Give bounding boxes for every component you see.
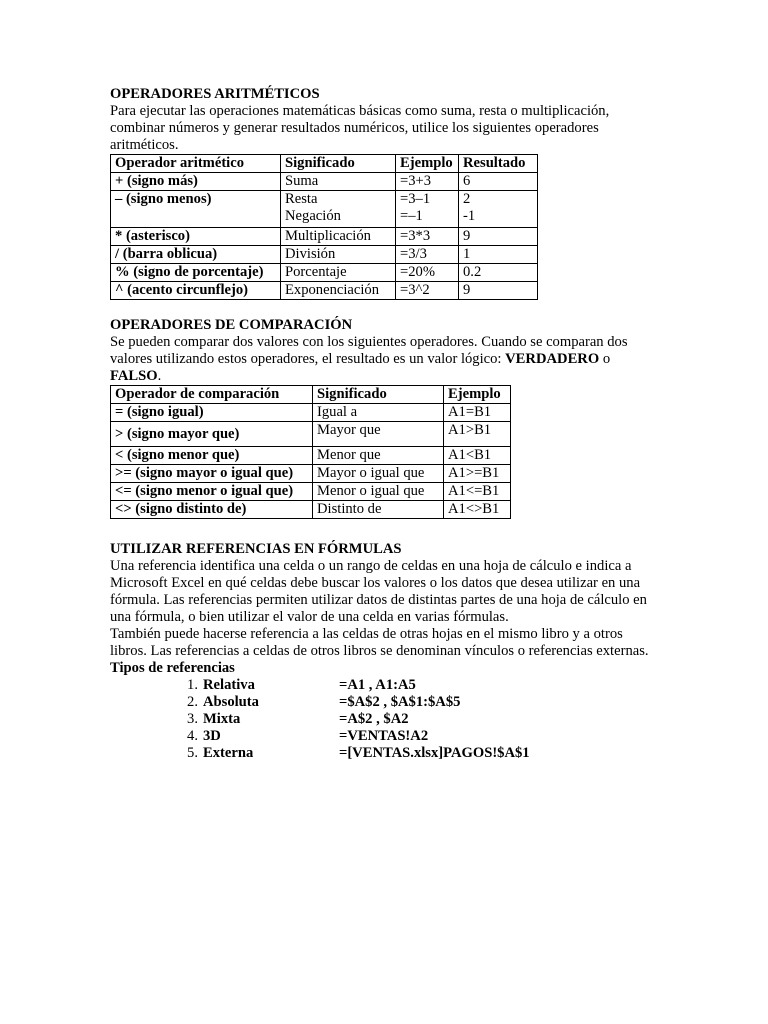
reference-types-title: Tipos de referencias: [110, 660, 235, 676]
item-example: =A1 , A1:A5: [339, 677, 416, 693]
item-name: Externa: [203, 745, 254, 761]
result-cell: 1: [459, 246, 538, 264]
meaning-cell: Menor que: [313, 447, 444, 465]
meaning-line: Resta: [285, 191, 318, 207]
operator-cell: / (barra oblicua): [111, 246, 281, 264]
item-number: 5.: [187, 745, 198, 761]
operator-cell: * (asterisco): [111, 228, 281, 246]
list-item: [110, 728, 670, 745]
example-cell: A1<=B1: [444, 483, 511, 501]
item-name: Absoluta: [203, 694, 259, 710]
example-cell: A1=B1: [444, 404, 511, 422]
meaning-cell: Menor o igual que: [313, 483, 444, 501]
result-cell: 6: [459, 173, 538, 191]
operator-cell: = (signo igual): [111, 404, 313, 422]
table-row: [111, 173, 538, 191]
item-name: Relativa: [203, 677, 255, 693]
table-row: [111, 447, 511, 465]
item-number: 1.: [187, 677, 198, 693]
table-row: [111, 465, 511, 483]
references-paragraph: Una referencia identifica una celda o un rango de celdas en una hoja de cálculo e indica a Microsoft Excel en qué celdas debe buscar los valores o los datos que desea utilizar en una fórmula. Las referencias permiten utilizar datos de distintas partes de una hoja de cálculo en una fórmula, o bien utilizar el valor de una celda en varias fórmulas.: [110, 558, 647, 625]
result-line: 2: [463, 191, 471, 207]
comparison-title: OPERADORES DE COMPARACIÓN: [110, 317, 353, 333]
meaning-cell: Mayor que: [313, 422, 444, 447]
operator-cell: <> (signo distinto de): [111, 501, 313, 519]
operator-cell: % (signo de porcentaje): [111, 264, 281, 282]
header-cell: Operador de comparación: [111, 386, 313, 404]
table-row: [111, 191, 538, 228]
table-header-row: [111, 386, 511, 404]
table-row: [111, 404, 511, 422]
meaning-cell: Porcentaje: [281, 264, 396, 282]
example-line: =–1: [400, 208, 423, 224]
item-example: =A$2 , $A2: [339, 711, 409, 727]
example-cell: A1<>B1: [444, 501, 511, 519]
result-cell: [459, 191, 538, 228]
result-cell: 0.2: [459, 264, 538, 282]
references-title: UTILIZAR REFERENCIAS EN FÓRMULAS: [110, 541, 402, 557]
item-number: 4.: [187, 728, 198, 744]
list-item: [110, 711, 670, 728]
example-cell: A1>=B1: [444, 465, 511, 483]
table-row: [111, 228, 538, 246]
item-example: =$A$2 , $A$1:$A$5: [339, 694, 461, 710]
table-row: [111, 282, 538, 300]
item-example: =[VENTAS.xlsx]PAGOS!$A$1: [339, 745, 530, 761]
example-cell: =20%: [396, 264, 459, 282]
arithmetic-title: OPERADORES ARITMÉTICOS: [110, 86, 320, 102]
comparison-table: [110, 385, 511, 519]
header-cell: Resultado: [459, 155, 538, 173]
meaning-line: Negación: [285, 208, 341, 224]
true-keyword: VERDADERO: [505, 351, 600, 367]
operator-cell: ^ (acento circunflejo): [111, 282, 281, 300]
list-item: [110, 694, 670, 711]
item-number: 2.: [187, 694, 198, 710]
meaning-cell: Mayor o igual que: [313, 465, 444, 483]
example-cell: =3+3: [396, 173, 459, 191]
reference-types-list: [110, 677, 670, 762]
item-example: =VENTAS!A2: [339, 728, 429, 744]
false-keyword: FALSO: [110, 368, 158, 384]
meaning-cell: Igual a: [313, 404, 444, 422]
list-item: [110, 677, 670, 694]
document-page: [110, 86, 670, 762]
references-paragraph: También puede hacerse referencia a las celdas de otras hojas en el mismo libro y a otros libros. Las referencias a celdas de otros libros se denominan vínculos o referencias externas.: [110, 626, 649, 659]
example-cell: A1>B1: [444, 422, 511, 447]
example-cell: =3^2: [396, 282, 459, 300]
arithmetic-intro: Para ejecutar las operaciones matemáticas básicas como suma, resta o multiplicación, combinar números y generar resultados numéricos, utilice los siguientes operadores aritméticos.: [110, 103, 610, 153]
intro-connector: o: [599, 351, 611, 367]
example-cell: [396, 191, 459, 228]
intro-text: Se pueden comparar dos valores con los siguientes operadores. Cuando se comparan dos valores utilizando estos operadores, el resultado es un valor lógico:: [110, 334, 628, 367]
meaning-cell: [281, 191, 396, 228]
meaning-cell: Multiplicación: [281, 228, 396, 246]
comparison-intro: [110, 334, 658, 385]
table-row: [111, 246, 538, 264]
item-name: 3D: [203, 728, 221, 744]
example-cell: =3*3: [396, 228, 459, 246]
example-cell: A1<B1: [444, 447, 511, 465]
operator-cell: >= (signo mayor o igual que): [111, 465, 313, 483]
table-row: [111, 483, 511, 501]
operator-cell: < (signo menor que): [111, 447, 313, 465]
result-line: -1: [463, 208, 476, 224]
result-cell: 9: [459, 228, 538, 246]
table-row: [111, 422, 511, 447]
meaning-cell: Suma: [281, 173, 396, 191]
operator-cell: > (signo mayor que): [111, 422, 313, 447]
table-row: [111, 264, 538, 282]
result-cell: 9: [459, 282, 538, 300]
list-item: [110, 745, 670, 762]
meaning-cell: Distinto de: [313, 501, 444, 519]
table-header-row: [111, 155, 538, 173]
meaning-cell: División: [281, 246, 396, 264]
table-row: [111, 501, 511, 519]
header-cell: Operador aritmético: [111, 155, 281, 173]
arithmetic-table: [110, 154, 538, 300]
header-cell: Ejemplo: [444, 386, 511, 404]
intro-period: .: [157, 368, 162, 384]
operator-cell: + (signo más): [111, 173, 281, 191]
operator-cell: <= (signo menor o igual que): [111, 483, 313, 501]
example-line: =3–1: [400, 191, 431, 207]
header-cell: Significado: [313, 386, 444, 404]
meaning-cell: Exponenciación: [281, 282, 396, 300]
item-number: 3.: [187, 711, 198, 727]
operator-cell: – (signo menos): [111, 191, 281, 228]
header-cell: Significado: [281, 155, 396, 173]
header-cell: Ejemplo: [396, 155, 459, 173]
item-name: Mixta: [203, 711, 241, 727]
example-cell: =3/3: [396, 246, 459, 264]
